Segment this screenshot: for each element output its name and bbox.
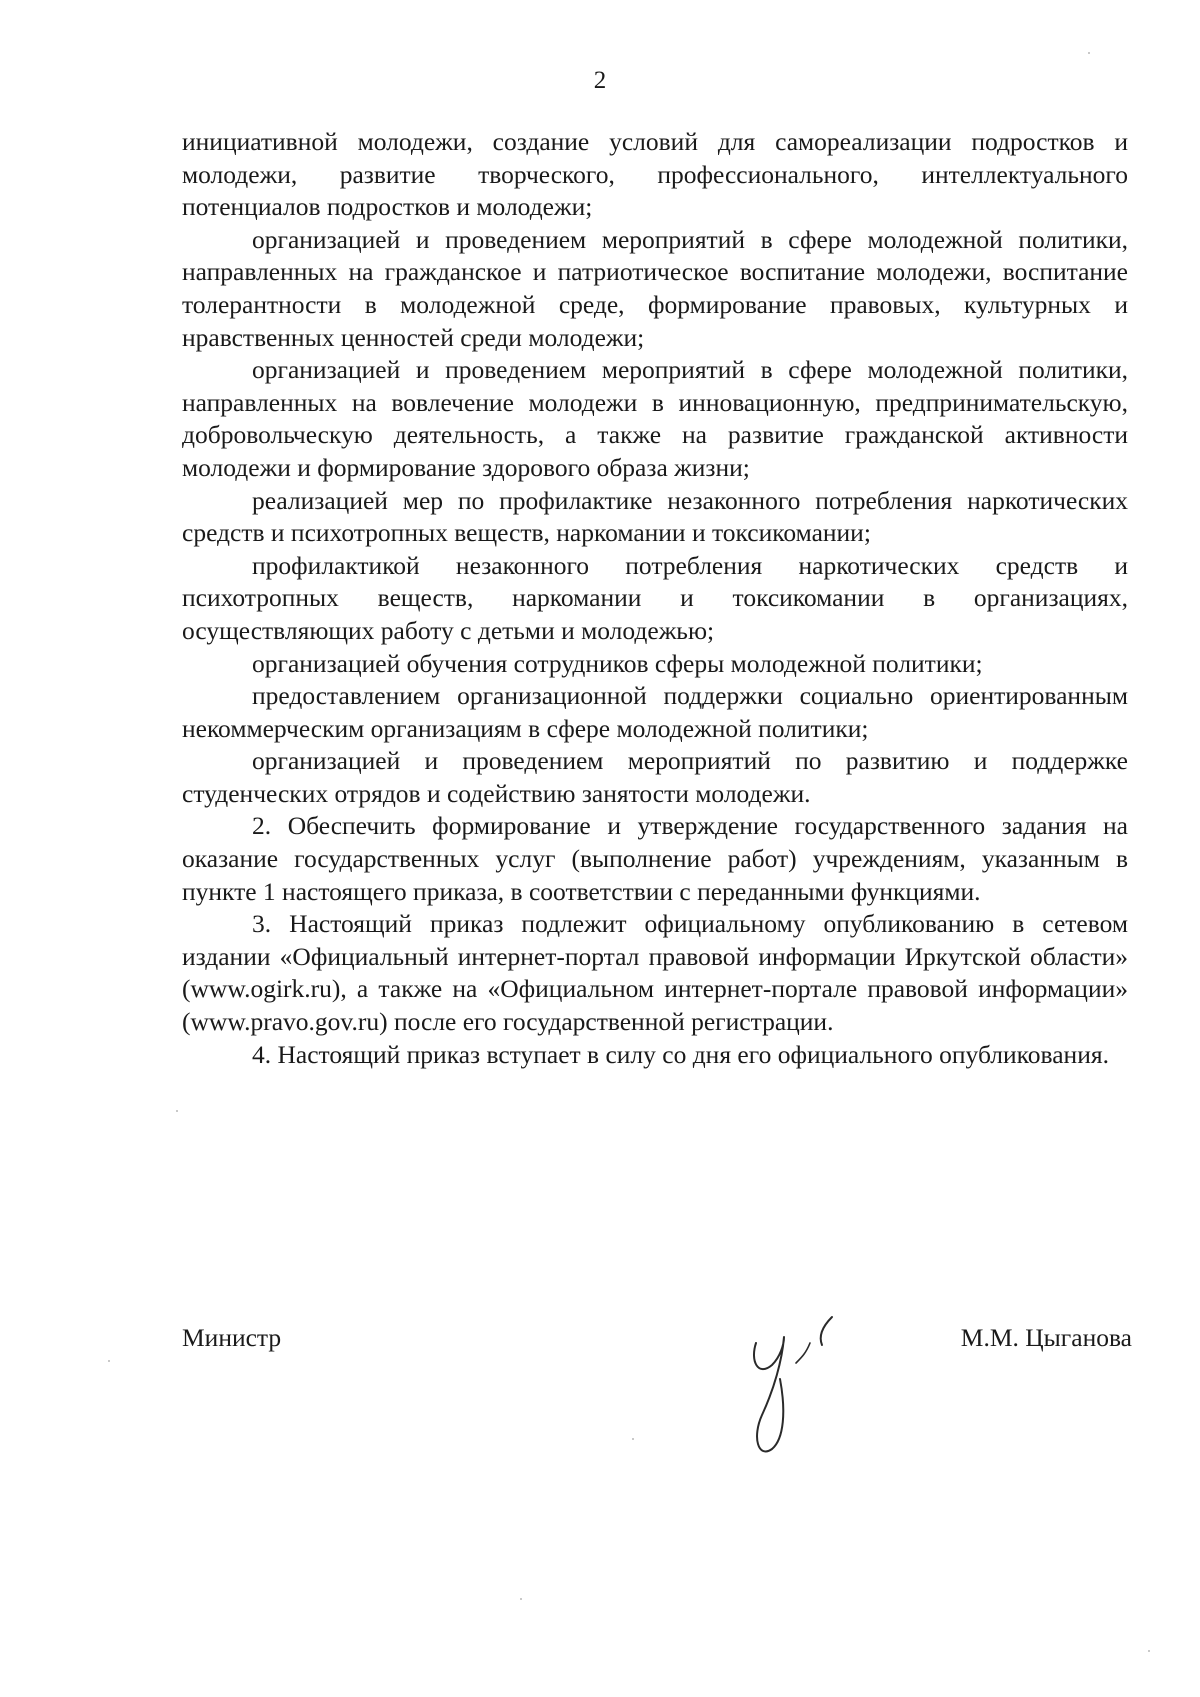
paragraph-item-2-state-assignment: 2. Обеспечить формирование и утверждение государственного задания на оказание государственных услуг (выполнение работ) учреждениям, указанным в пункте 1 настоящего приказа, в соответствии с переданными функциями. <box>182 811 1128 906</box>
signer-title: Министр <box>182 1323 282 1352</box>
document-body <box>182 126 1128 1071</box>
handwritten-signature <box>734 1303 864 1463</box>
scan-speck <box>632 1438 634 1440</box>
scan-speck <box>520 1598 522 1600</box>
signer-name: М.М. Цыганова <box>960 1323 1132 1352</box>
scan-speck <box>176 1110 178 1112</box>
paragraph-civic-patriotic-events: организацией и проведением мероприятий в сфере молодежной политики, направленных на гражданское и патриотическое воспитание молодежи, воспитание толерантности в молодежной среде, формирование правовых, культурных и нравственных ценностей среди молодежи; <box>182 224 1128 352</box>
page-number: 2 <box>593 67 607 94</box>
paragraph-staff-training: организацией обучения сотрудников сферы молодежной политики; <box>252 648 983 678</box>
paragraph-item-3-publication: 3. Настоящий приказ подлежит официальному опубликованию в сетевом издании «Официальный интернет-портал правовой информации Иркутской области» (www.ogirk.ru), а также на «Официальном интернет-портале правовой информации» (www.pravo.gov.ru) после его государственной регистрации. <box>182 909 1128 1037</box>
paragraph-innovation-volunteer-events: организацией и проведением мероприятий в сфере молодежной политики, направленных на вовлечение молодежи в инновационную, предпринимательскую, добровольческую деятельность, а также на развитие гражданской активности молодежи и формирование здорового образа жизни; <box>182 355 1128 482</box>
scan-speck <box>108 1360 110 1362</box>
scan-speck <box>1088 52 1090 54</box>
paragraph-nonprofit-support: предоставлением организационной поддержки социально ориентированным некоммерческим организациям в сфере молодежной политики; <box>182 681 1128 743</box>
paragraph-item-4-effective-date: 4. Настоящий приказ вступает в силу со дня его официального опубликования. <box>252 1039 1109 1069</box>
signature-block <box>182 1323 1132 1473</box>
paragraph-drug-prevention-organizations: профилактикой незаконного потребления наркотических средств и психотропных веществ, наркомании и токсикомании в организациях, осуществляющих работу с детьми и молодежью; <box>182 550 1128 645</box>
scan-speck <box>1148 1650 1150 1652</box>
paragraph-student-teams: организацией и проведением мероприятий по развитию и поддержке студенческих отрядов и содействию занятости молодежи. <box>182 746 1128 808</box>
paragraph-continuation: инициативной молодежи, создание условий для самореализации подростков и молодежи, развитие творческого, профессионального, интеллектуального потенциалов подростков и молодежи; <box>182 127 1128 222</box>
paragraph-drug-prevention-measures: реализацией мер по профилактике незаконного потребления наркотических средств и психотропных веществ, наркомании и токсикомании; <box>182 485 1128 548</box>
